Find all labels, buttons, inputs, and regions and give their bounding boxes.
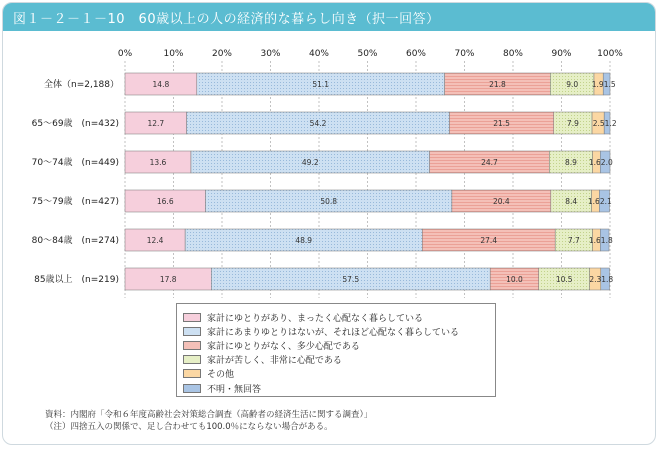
legend-label: 家計にゆとりがあり、まったく心配なく暮らしている <box>207 313 424 324</box>
data-label: 12.4 <box>146 236 164 245</box>
data-label: 9.0 <box>566 80 579 89</box>
legend-label: 家計が苦しく、非常に心配である <box>207 356 342 367</box>
x-tick-label: 90% <box>551 49 572 59</box>
x-tick-label: 100% <box>597 49 623 59</box>
chart-frame <box>2 2 656 445</box>
data-label: 21.8 <box>489 80 506 89</box>
data-label: 12.7 <box>147 119 165 128</box>
notes <box>45 409 372 433</box>
legend-item <box>183 324 459 338</box>
data-label: 21.5 <box>493 119 510 128</box>
data-label: 1.8 <box>600 236 613 245</box>
data-label: 2.1 <box>599 197 612 206</box>
data-label: 13.6 <box>149 158 167 167</box>
legend-item <box>183 353 342 367</box>
category-label: 75～79歳 (n=427) <box>31 197 119 207</box>
data-label: 49.2 <box>301 158 319 167</box>
data-label: 48.9 <box>295 236 313 245</box>
data-label: 1.5 <box>603 80 616 89</box>
x-tick-label: 60% <box>405 49 427 59</box>
legend-label: 不明・無回答 <box>207 384 262 395</box>
legend-swatch <box>183 355 201 364</box>
category-label: 65～69歳 (n=432) <box>31 119 119 129</box>
footnote: （注）四捨五入の関係で、足し合わせても100.0％にならない場合がある。 <box>45 422 333 432</box>
data-label: 2.0 <box>600 158 613 167</box>
legend-label: その他 <box>207 370 235 381</box>
legend-label: 家計にあまりゆとりはないが、それほど心配なく暮らしている <box>207 327 460 338</box>
x-tick-label: 70% <box>454 49 475 59</box>
legend <box>176 303 496 397</box>
data-label: 54.2 <box>309 119 327 128</box>
legend-swatch <box>183 313 201 322</box>
data-label: 14.8 <box>152 80 170 89</box>
data-label: 1.2 <box>604 119 617 128</box>
data-label: 51.1 <box>312 80 330 89</box>
x-tick-label: 10% <box>163 49 184 59</box>
data-label: 1.8 <box>601 275 614 284</box>
x-tick-label: 40% <box>308 49 330 59</box>
data-label: 24.7 <box>481 158 498 167</box>
category-label: 85歳以上 (n=219) <box>34 275 119 285</box>
legend-swatch <box>183 369 201 378</box>
data-label: 10.5 <box>555 275 573 284</box>
data-label: 10.0 <box>506 275 523 284</box>
data-label: 1.9 <box>591 80 604 89</box>
data-label: 8.4 <box>565 197 578 206</box>
data-label: 7.9 <box>566 119 579 128</box>
chart-title: 図１－２－１－10 60歳以上の人の経済的な暮らし向き（択一回答） <box>13 11 440 27</box>
x-tick-label: 50% <box>357 49 378 59</box>
x-tick-label: 30% <box>260 49 281 59</box>
data-label: 2.3 <box>589 275 602 284</box>
legend-item <box>183 338 360 352</box>
data-label: 57.5 <box>342 275 360 284</box>
legend-item <box>183 367 234 381</box>
data-label: 27.4 <box>480 236 498 245</box>
data-label: 1.6 <box>588 236 601 245</box>
data-label: 20.4 <box>493 197 510 206</box>
data-label: 1.6 <box>588 158 601 167</box>
data-label: 7.7 <box>567 236 580 245</box>
x-tick-label: 80% <box>502 49 524 59</box>
x-tick-label: 20% <box>211 49 233 59</box>
legend-item <box>183 310 423 324</box>
category-label: 80～84歳 (n=274) <box>31 236 119 246</box>
legend-swatch <box>183 341 201 350</box>
legend-swatch <box>183 384 201 393</box>
data-label: 16.6 <box>156 197 174 206</box>
category-label: 全体（n=2,188） <box>43 80 119 90</box>
data-label: 1.6 <box>587 197 600 206</box>
data-label: 2.5 <box>592 119 605 128</box>
legend-label: 家計にゆとりがなく、多少心配である <box>207 341 360 352</box>
data-label: 50.8 <box>320 197 338 206</box>
category-label: 70～74歳 (n=449) <box>31 158 119 168</box>
data-label: 8.9 <box>564 158 577 167</box>
data-label: 17.8 <box>159 275 177 284</box>
legend-swatch <box>183 327 201 336</box>
source-note: 資料：内閣府「令和６年度高齢社会対策総合調査（高齢者の経済生活に関する調査）」 <box>45 410 373 420</box>
legend-item <box>183 381 261 395</box>
x-tick-label: 0% <box>117 49 133 59</box>
